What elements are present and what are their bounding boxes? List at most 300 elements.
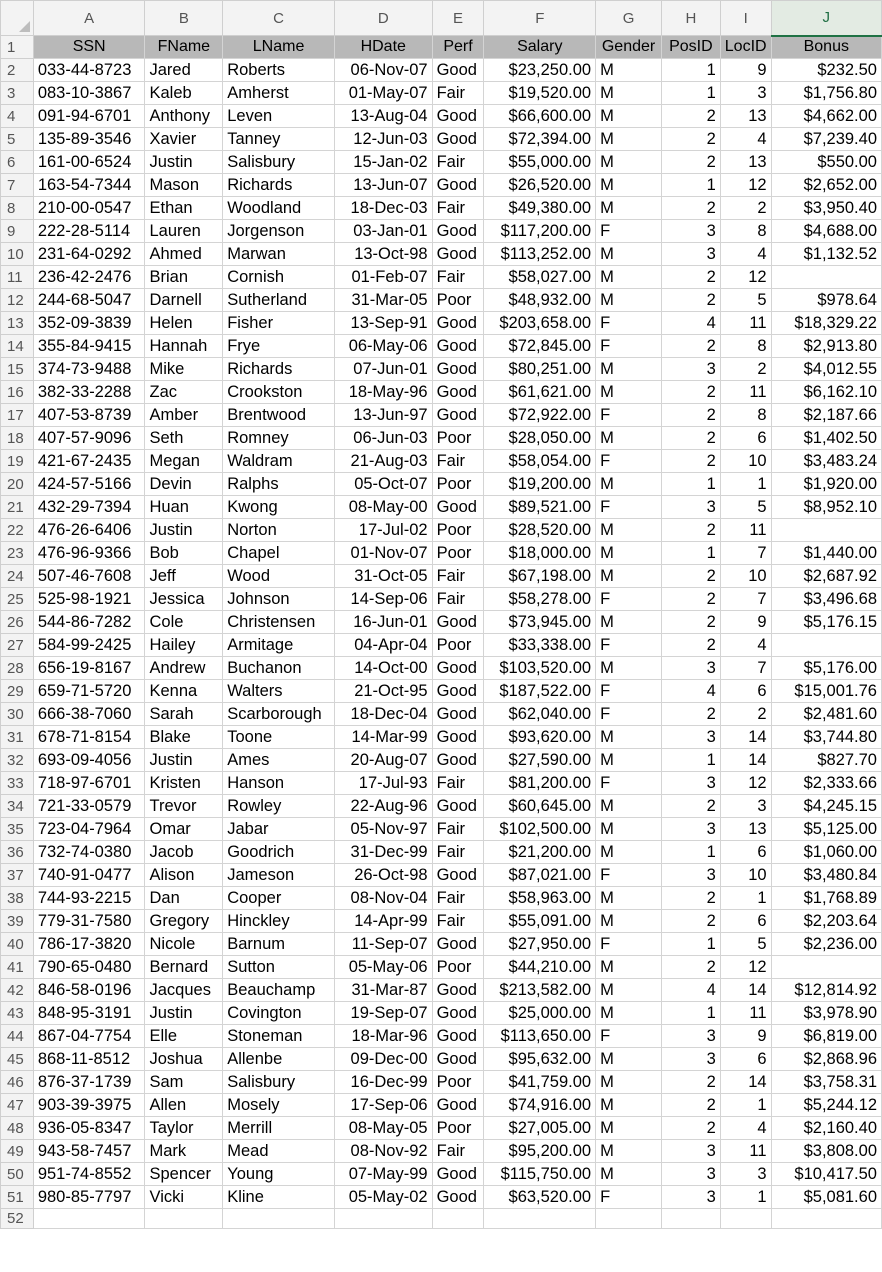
cell-ssn[interactable]: 161-00-6524 xyxy=(33,151,145,174)
cell-lname[interactable]: Amherst xyxy=(223,82,335,105)
cell-fname[interactable]: Devin xyxy=(145,473,223,496)
cell-posid[interactable]: 3 xyxy=(661,1186,720,1209)
row-header[interactable]: 23 xyxy=(1,542,34,565)
cell-lname[interactable]: Walters xyxy=(223,680,335,703)
cell-hdate[interactable]: 01-Nov-07 xyxy=(334,542,432,565)
cell-lname[interactable]: Christensen xyxy=(223,611,335,634)
cell-hdate[interactable]: 16-Dec-99 xyxy=(334,1071,432,1094)
cell-gender[interactable]: F xyxy=(596,220,662,243)
row-header[interactable]: 51 xyxy=(1,1186,34,1209)
cell-gender[interactable]: M xyxy=(596,749,662,772)
cell-hdate[interactable]: 13-Jun-07 xyxy=(334,174,432,197)
cell-bonus[interactable]: $2,868.96 xyxy=(771,1048,881,1071)
cell-perf[interactable]: Good xyxy=(432,1094,484,1117)
cell-salary[interactable]: $26,520.00 xyxy=(484,174,596,197)
cell-lname[interactable]: Crookston xyxy=(223,381,335,404)
cell-ssn[interactable]: 732-74-0380 xyxy=(33,841,145,864)
cell-fname[interactable]: Jeff xyxy=(145,565,223,588)
cell-hdate[interactable]: 31-Mar-87 xyxy=(334,979,432,1002)
row-header[interactable]: 22 xyxy=(1,519,34,542)
cell-gender[interactable]: M xyxy=(596,542,662,565)
cell-gender[interactable]: M xyxy=(596,1140,662,1163)
cell-salary[interactable]: $63,520.00 xyxy=(484,1186,596,1209)
cell-posid[interactable]: 3 xyxy=(661,220,720,243)
cell-fname[interactable] xyxy=(145,1209,223,1229)
column-header-d[interactable]: D xyxy=(334,1,432,36)
cell-locid[interactable]: 9 xyxy=(720,611,771,634)
cell-posid[interactable]: 2 xyxy=(661,105,720,128)
cell-gender[interactable]: M xyxy=(596,1163,662,1186)
cell-perf[interactable]: Poor xyxy=(432,634,484,657)
cell-perf[interactable]: Good xyxy=(432,864,484,887)
cell-gender[interactable]: F xyxy=(596,864,662,887)
cell-lname[interactable]: Toone xyxy=(223,726,335,749)
cell-perf[interactable]: Good xyxy=(432,1002,484,1025)
cell-lname[interactable]: Merrill xyxy=(223,1117,335,1140)
cell-salary[interactable]: $49,380.00 xyxy=(484,197,596,220)
cell-salary[interactable]: $81,200.00 xyxy=(484,772,596,795)
cell-gender[interactable]: M xyxy=(596,979,662,1002)
cell-hdate[interactable]: 08-Nov-04 xyxy=(334,887,432,910)
cell-bonus[interactable]: $10,417.50 xyxy=(771,1163,881,1186)
cell-bonus[interactable]: $2,333.66 xyxy=(771,772,881,795)
cell-perf[interactable]: Good xyxy=(432,979,484,1002)
cell-posid[interactable]: 2 xyxy=(661,588,720,611)
row-header[interactable]: 14 xyxy=(1,335,34,358)
row-header[interactable]: 37 xyxy=(1,864,34,887)
cell-fname[interactable]: Justin xyxy=(145,749,223,772)
cell-hdate[interactable]: 05-May-02 xyxy=(334,1186,432,1209)
cell-gender[interactable]: M xyxy=(596,427,662,450)
cell-lname[interactable]: Young xyxy=(223,1163,335,1186)
cell-ssn[interactable]: 779-31-7580 xyxy=(33,910,145,933)
cell-bonus[interactable]: $5,176.00 xyxy=(771,657,881,680)
cell-hdate[interactable]: 22-Aug-96 xyxy=(334,795,432,818)
cell-salary[interactable]: $19,200.00 xyxy=(484,473,596,496)
cell-gender[interactable]: M xyxy=(596,1071,662,1094)
cell-ssn[interactable]: 476-26-6406 xyxy=(33,519,145,542)
cell-locid[interactable]: 3 xyxy=(720,795,771,818)
cell-hdate[interactable]: 17-Jul-02 xyxy=(334,519,432,542)
cell-locid[interactable]: 14 xyxy=(720,979,771,1002)
cell-locid[interactable]: 9 xyxy=(720,1025,771,1048)
cell-ssn[interactable]: 421-67-2435 xyxy=(33,450,145,473)
cell-locid[interactable]: 10 xyxy=(720,565,771,588)
cell-bonus[interactable]: $2,481.60 xyxy=(771,703,881,726)
row-header[interactable]: 49 xyxy=(1,1140,34,1163)
cell-locid[interactable]: 2 xyxy=(720,197,771,220)
cell-posid[interactable]: 3 xyxy=(661,358,720,381)
cell-salary[interactable]: $62,040.00 xyxy=(484,703,596,726)
cell-salary[interactable]: $41,759.00 xyxy=(484,1071,596,1094)
cell-posid[interactable]: 3 xyxy=(661,1025,720,1048)
cell-perf[interactable]: Poor xyxy=(432,289,484,312)
cell-hdate[interactable]: 31-Mar-05 xyxy=(334,289,432,312)
cell-locid[interactable]: 1 xyxy=(720,473,771,496)
cell-perf[interactable]: Good xyxy=(432,105,484,128)
cell-salary[interactable]: $117,200.00 xyxy=(484,220,596,243)
cell-ssn[interactable]: 352-09-3839 xyxy=(33,312,145,335)
cell-fname[interactable]: Sarah xyxy=(145,703,223,726)
cell-posid[interactable]: 3 xyxy=(661,657,720,680)
cell-fname[interactable]: Taylor xyxy=(145,1117,223,1140)
cell-bonus[interactable]: $8,952.10 xyxy=(771,496,881,519)
cell-salary[interactable]: $72,922.00 xyxy=(484,404,596,427)
row-header[interactable]: 48 xyxy=(1,1117,34,1140)
cell-posid[interactable]: 1 xyxy=(661,82,720,105)
cell-locid[interactable]: 4 xyxy=(720,634,771,657)
cell-ssn[interactable]: 407-57-9096 xyxy=(33,427,145,450)
cell-locid[interactable]: 1 xyxy=(720,1094,771,1117)
cell-salary[interactable]: $61,621.00 xyxy=(484,381,596,404)
cell-perf[interactable]: Good xyxy=(432,358,484,381)
header-cell-ssn[interactable]: SSN xyxy=(33,36,145,59)
cell-salary[interactable]: $28,050.00 xyxy=(484,427,596,450)
cell-bonus[interactable]: $1,440.00 xyxy=(771,542,881,565)
cell-hdate[interactable]: 31-Oct-05 xyxy=(334,565,432,588)
cell-posid[interactable]: 3 xyxy=(661,243,720,266)
cell-locid[interactable]: 2 xyxy=(720,358,771,381)
row-header[interactable]: 12 xyxy=(1,289,34,312)
cell-salary[interactable]: $19,520.00 xyxy=(484,82,596,105)
column-header-b[interactable]: B xyxy=(145,1,223,36)
cell-fname[interactable]: Hailey xyxy=(145,634,223,657)
cell-locid[interactable] xyxy=(720,1209,771,1229)
cell-posid[interactable]: 2 xyxy=(661,956,720,979)
cell-locid[interactable]: 7 xyxy=(720,542,771,565)
cell-gender[interactable]: F xyxy=(596,933,662,956)
row-header[interactable]: 19 xyxy=(1,450,34,473)
cell-hdate[interactable]: 26-Oct-98 xyxy=(334,864,432,887)
cell-hdate[interactable]: 13-Oct-98 xyxy=(334,243,432,266)
cell-fname[interactable]: Omar xyxy=(145,818,223,841)
cell-gender[interactable]: M xyxy=(596,82,662,105)
cell-fname[interactable]: Seth xyxy=(145,427,223,450)
cell-perf[interactable]: Poor xyxy=(432,542,484,565)
cell-fname[interactable]: Elle xyxy=(145,1025,223,1048)
cell-hdate[interactable]: 09-Dec-00 xyxy=(334,1048,432,1071)
cell-locid[interactable]: 6 xyxy=(720,427,771,450)
column-header-e[interactable]: E xyxy=(432,1,484,36)
cell-locid[interactable]: 11 xyxy=(720,1140,771,1163)
cell-salary[interactable]: $203,658.00 xyxy=(484,312,596,335)
row-header[interactable]: 15 xyxy=(1,358,34,381)
cell-perf[interactable]: Good xyxy=(432,335,484,358)
cell-hdate[interactable]: 14-Oct-00 xyxy=(334,657,432,680)
cell-gender[interactable]: M xyxy=(596,105,662,128)
cell-hdate[interactable]: 14-Mar-99 xyxy=(334,726,432,749)
cell-bonus[interactable]: $15,001.76 xyxy=(771,680,881,703)
cell-lname[interactable]: Chapel xyxy=(223,542,335,565)
cell-lname[interactable]: Cornish xyxy=(223,266,335,289)
cell-gender[interactable]: M xyxy=(596,841,662,864)
cell-lname[interactable]: Hinckley xyxy=(223,910,335,933)
cell-salary[interactable]: $27,950.00 xyxy=(484,933,596,956)
cell-hdate[interactable]: 17-Jul-93 xyxy=(334,772,432,795)
cell-salary[interactable]: $72,845.00 xyxy=(484,335,596,358)
cell-perf[interactable]: Poor xyxy=(432,473,484,496)
cell-lname[interactable]: Leven xyxy=(223,105,335,128)
row-header[interactable]: 43 xyxy=(1,1002,34,1025)
cell-ssn[interactable]: 033-44-8723 xyxy=(33,59,145,82)
cell-perf[interactable] xyxy=(432,1209,484,1229)
cell-posid[interactable]: 2 xyxy=(661,381,720,404)
cell-salary[interactable]: $95,200.00 xyxy=(484,1140,596,1163)
cell-lname[interactable]: Brentwood xyxy=(223,404,335,427)
cell-locid[interactable]: 1 xyxy=(720,1186,771,1209)
cell-perf[interactable]: Good xyxy=(432,795,484,818)
cell-locid[interactable]: 7 xyxy=(720,657,771,680)
cell-gender[interactable]: M xyxy=(596,473,662,496)
cell-ssn[interactable]: 848-95-3191 xyxy=(33,1002,145,1025)
cell-ssn[interactable]: 723-04-7964 xyxy=(33,818,145,841)
cell-ssn[interactable]: 721-33-0579 xyxy=(33,795,145,818)
cell-gender[interactable]: M xyxy=(596,151,662,174)
cell-perf[interactable]: Good xyxy=(432,404,484,427)
cell-lname[interactable]: Mosely xyxy=(223,1094,335,1117)
cell-perf[interactable]: Good xyxy=(432,59,484,82)
row-header[interactable]: 16 xyxy=(1,381,34,404)
cell-hdate[interactable]: 07-May-99 xyxy=(334,1163,432,1186)
cell-lname[interactable]: Jabar xyxy=(223,818,335,841)
row-header[interactable]: 44 xyxy=(1,1025,34,1048)
cell-bonus[interactable]: $2,160.40 xyxy=(771,1117,881,1140)
column-header-g[interactable]: G xyxy=(596,1,662,36)
cell-posid[interactable]: 2 xyxy=(661,151,720,174)
cell-hdate[interactable]: 07-Jun-01 xyxy=(334,358,432,381)
cell-lname[interactable]: Norton xyxy=(223,519,335,542)
cell-posid[interactable]: 1 xyxy=(661,59,720,82)
cell-ssn[interactable]: 786-17-3820 xyxy=(33,933,145,956)
cell-lname[interactable]: Romney xyxy=(223,427,335,450)
cell-gender[interactable]: M xyxy=(596,1094,662,1117)
cell-fname[interactable]: Dan xyxy=(145,887,223,910)
cell-lname[interactable]: Buchanon xyxy=(223,657,335,680)
cell-hdate[interactable]: 13-Jun-97 xyxy=(334,404,432,427)
cell-ssn[interactable]: 666-38-7060 xyxy=(33,703,145,726)
row-header[interactable]: 30 xyxy=(1,703,34,726)
cell-posid[interactable]: 4 xyxy=(661,680,720,703)
cell-hdate[interactable]: 14-Apr-99 xyxy=(334,910,432,933)
row-header[interactable]: 24 xyxy=(1,565,34,588)
cell-salary[interactable]: $102,500.00 xyxy=(484,818,596,841)
cell-bonus[interactable]: $1,132.52 xyxy=(771,243,881,266)
cell-perf[interactable]: Good xyxy=(432,312,484,335)
cell-ssn[interactable]: 936-05-8347 xyxy=(33,1117,145,1140)
cell-hdate[interactable] xyxy=(334,1209,432,1229)
cell-bonus[interactable]: $6,819.00 xyxy=(771,1025,881,1048)
cell-bonus[interactable]: $4,012.55 xyxy=(771,358,881,381)
cell-hdate[interactable]: 21-Oct-95 xyxy=(334,680,432,703)
cell-hdate[interactable]: 08-Nov-92 xyxy=(334,1140,432,1163)
cell-salary[interactable]: $66,600.00 xyxy=(484,105,596,128)
cell-ssn[interactable]: 678-71-8154 xyxy=(33,726,145,749)
cell-hdate[interactable]: 04-Apr-04 xyxy=(334,634,432,657)
cell-perf[interactable]: Poor xyxy=(432,956,484,979)
row-header[interactable]: 38 xyxy=(1,887,34,910)
cell-ssn[interactable]: 903-39-3975 xyxy=(33,1094,145,1117)
row-header[interactable]: 50 xyxy=(1,1163,34,1186)
cell-perf[interactable]: Good xyxy=(432,703,484,726)
header-cell-hdate[interactable]: HDate xyxy=(334,36,432,59)
row-header[interactable]: 2 xyxy=(1,59,34,82)
cell-posid[interactable]: 1 xyxy=(661,841,720,864)
row-header[interactable]: 41 xyxy=(1,956,34,979)
cell-fname[interactable]: Huan xyxy=(145,496,223,519)
cell-bonus[interactable]: $3,758.31 xyxy=(771,1071,881,1094)
cell-ssn[interactable]: 091-94-6701 xyxy=(33,105,145,128)
cell-locid[interactable]: 4 xyxy=(720,243,771,266)
cell-gender[interactable]: F xyxy=(596,588,662,611)
cell-perf[interactable]: Good xyxy=(432,128,484,151)
cell-salary[interactable]: $58,963.00 xyxy=(484,887,596,910)
cell-lname[interactable]: Allenbe xyxy=(223,1048,335,1071)
cell-hdate[interactable]: 13-Sep-91 xyxy=(334,312,432,335)
cell-bonus[interactable]: $2,236.00 xyxy=(771,933,881,956)
cell-salary[interactable]: $55,000.00 xyxy=(484,151,596,174)
cell-fname[interactable]: Darnell xyxy=(145,289,223,312)
cell-fname[interactable]: Cole xyxy=(145,611,223,634)
cell-salary[interactable]: $80,251.00 xyxy=(484,358,596,381)
cell-locid[interactable]: 11 xyxy=(720,312,771,335)
cell-salary[interactable]: $95,632.00 xyxy=(484,1048,596,1071)
cell-posid[interactable]: 2 xyxy=(661,1071,720,1094)
cell-posid[interactable]: 1 xyxy=(661,473,720,496)
cell-gender[interactable]: M xyxy=(596,657,662,680)
cell-bonus[interactable]: $1,756.80 xyxy=(771,82,881,105)
cell-lname[interactable]: Richards xyxy=(223,358,335,381)
cell-salary[interactable]: $33,338.00 xyxy=(484,634,596,657)
cell-fname[interactable]: Helen xyxy=(145,312,223,335)
cell-ssn[interactable]: 744-93-2215 xyxy=(33,887,145,910)
cell-fname[interactable]: Mark xyxy=(145,1140,223,1163)
cell-fname[interactable]: Kenna xyxy=(145,680,223,703)
cell-bonus[interactable] xyxy=(771,1209,881,1229)
cell-gender[interactable]: M xyxy=(596,266,662,289)
cell-fname[interactable]: Zac xyxy=(145,381,223,404)
cell-locid[interactable]: 11 xyxy=(720,519,771,542)
cell-lname[interactable]: Kwong xyxy=(223,496,335,519)
row-header[interactable]: 3 xyxy=(1,82,34,105)
cell-perf[interactable]: Fair xyxy=(432,910,484,933)
cell-bonus[interactable]: $1,768.89 xyxy=(771,887,881,910)
row-header[interactable]: 18 xyxy=(1,427,34,450)
cell-perf[interactable]: Good xyxy=(432,174,484,197)
cell-ssn[interactable]: 244-68-5047 xyxy=(33,289,145,312)
header-cell-salary[interactable]: Salary xyxy=(484,36,596,59)
cell-gender[interactable]: F xyxy=(596,772,662,795)
cell-ssn[interactable]: 740-91-0477 xyxy=(33,864,145,887)
cell-fname[interactable]: Jessica xyxy=(145,588,223,611)
cell-perf[interactable]: Fair xyxy=(432,772,484,795)
cell-perf[interactable]: Good xyxy=(432,1048,484,1071)
cell-fname[interactable]: Bernard xyxy=(145,956,223,979)
cell-salary[interactable]: $89,521.00 xyxy=(484,496,596,519)
cell-bonus[interactable]: $6,162.10 xyxy=(771,381,881,404)
cell-lname[interactable]: Sutton xyxy=(223,956,335,979)
cell-posid[interactable]: 1 xyxy=(661,1002,720,1025)
cell-posid[interactable]: 4 xyxy=(661,979,720,1002)
column-header-h[interactable]: H xyxy=(661,1,720,36)
row-header[interactable]: 26 xyxy=(1,611,34,634)
cell-perf[interactable]: Good xyxy=(432,1186,484,1209)
cell-fname[interactable]: Justin xyxy=(145,519,223,542)
cell-locid[interactable]: 5 xyxy=(720,289,771,312)
cell-ssn[interactable]: 432-29-7394 xyxy=(33,496,145,519)
cell-hdate[interactable]: 18-May-96 xyxy=(334,381,432,404)
cell-hdate[interactable]: 12-Jun-03 xyxy=(334,128,432,151)
cell-bonus[interactable]: $3,480.84 xyxy=(771,864,881,887)
cell-fname[interactable]: Gregory xyxy=(145,910,223,933)
cell-gender[interactable]: M xyxy=(596,243,662,266)
cell-locid[interactable]: 12 xyxy=(720,956,771,979)
cell-perf[interactable]: Fair xyxy=(432,1140,484,1163)
cell-perf[interactable]: Good xyxy=(432,657,484,680)
cell-bonus[interactable]: $3,483.24 xyxy=(771,450,881,473)
cell-perf[interactable]: Good xyxy=(432,933,484,956)
cell-bonus[interactable]: $2,687.92 xyxy=(771,565,881,588)
cell-fname[interactable]: Xavier xyxy=(145,128,223,151)
cell-lname[interactable]: Richards xyxy=(223,174,335,197)
cell-locid[interactable]: 6 xyxy=(720,680,771,703)
row-header[interactable]: 39 xyxy=(1,910,34,933)
cell-locid[interactable]: 2 xyxy=(720,703,771,726)
cell-ssn[interactable]: 718-97-6701 xyxy=(33,772,145,795)
row-header[interactable]: 10 xyxy=(1,243,34,266)
cell-lname[interactable]: Barnum xyxy=(223,933,335,956)
cell-perf[interactable]: Good xyxy=(432,1025,484,1048)
cell-fname[interactable]: Megan xyxy=(145,450,223,473)
cell-ssn[interactable]: 584-99-2425 xyxy=(33,634,145,657)
cell-ssn[interactable]: 355-84-9415 xyxy=(33,335,145,358)
cell-gender[interactable]: M xyxy=(596,1117,662,1140)
cell-bonus[interactable]: $4,245.15 xyxy=(771,795,881,818)
cell-gender[interactable]: F xyxy=(596,703,662,726)
cell-posid[interactable]: 2 xyxy=(661,450,720,473)
cell-locid[interactable]: 13 xyxy=(720,818,771,841)
cell-ssn[interactable]: 876-37-1739 xyxy=(33,1071,145,1094)
cell-bonus[interactable]: $4,688.00 xyxy=(771,220,881,243)
row-header[interactable]: 13 xyxy=(1,312,34,335)
cell-perf[interactable]: Poor xyxy=(432,519,484,542)
header-cell-bonus[interactable]: Bonus xyxy=(771,36,881,59)
cell-ssn[interactable]: 943-58-7457 xyxy=(33,1140,145,1163)
cell-lname[interactable]: Woodland xyxy=(223,197,335,220)
cell-locid[interactable]: 13 xyxy=(720,105,771,128)
cell-gender[interactable]: F xyxy=(596,680,662,703)
cell-locid[interactable]: 6 xyxy=(720,1048,771,1071)
cell-ssn[interactable]: 424-57-5166 xyxy=(33,473,145,496)
cell-bonus[interactable] xyxy=(771,266,881,289)
cell-gender[interactable]: F xyxy=(596,634,662,657)
cell-salary[interactable]: $27,590.00 xyxy=(484,749,596,772)
cell-locid[interactable]: 8 xyxy=(720,404,771,427)
cell-perf[interactable]: Good xyxy=(432,381,484,404)
cell-bonus[interactable]: $827.70 xyxy=(771,749,881,772)
cell-lname[interactable]: Marwan xyxy=(223,243,335,266)
cell-gender[interactable]: M xyxy=(596,1048,662,1071)
row-header[interactable]: 32 xyxy=(1,749,34,772)
cell-salary[interactable]: $87,021.00 xyxy=(484,864,596,887)
cell-salary[interactable]: $58,054.00 xyxy=(484,450,596,473)
column-header-i[interactable]: I xyxy=(720,1,771,36)
cell-locid[interactable]: 4 xyxy=(720,128,771,151)
cell-gender[interactable]: M xyxy=(596,1002,662,1025)
cell-posid[interactable]: 3 xyxy=(661,496,720,519)
cell-bonus[interactable]: $7,239.40 xyxy=(771,128,881,151)
cell-lname[interactable]: Ralphs xyxy=(223,473,335,496)
cell-perf[interactable]: Fair xyxy=(432,450,484,473)
